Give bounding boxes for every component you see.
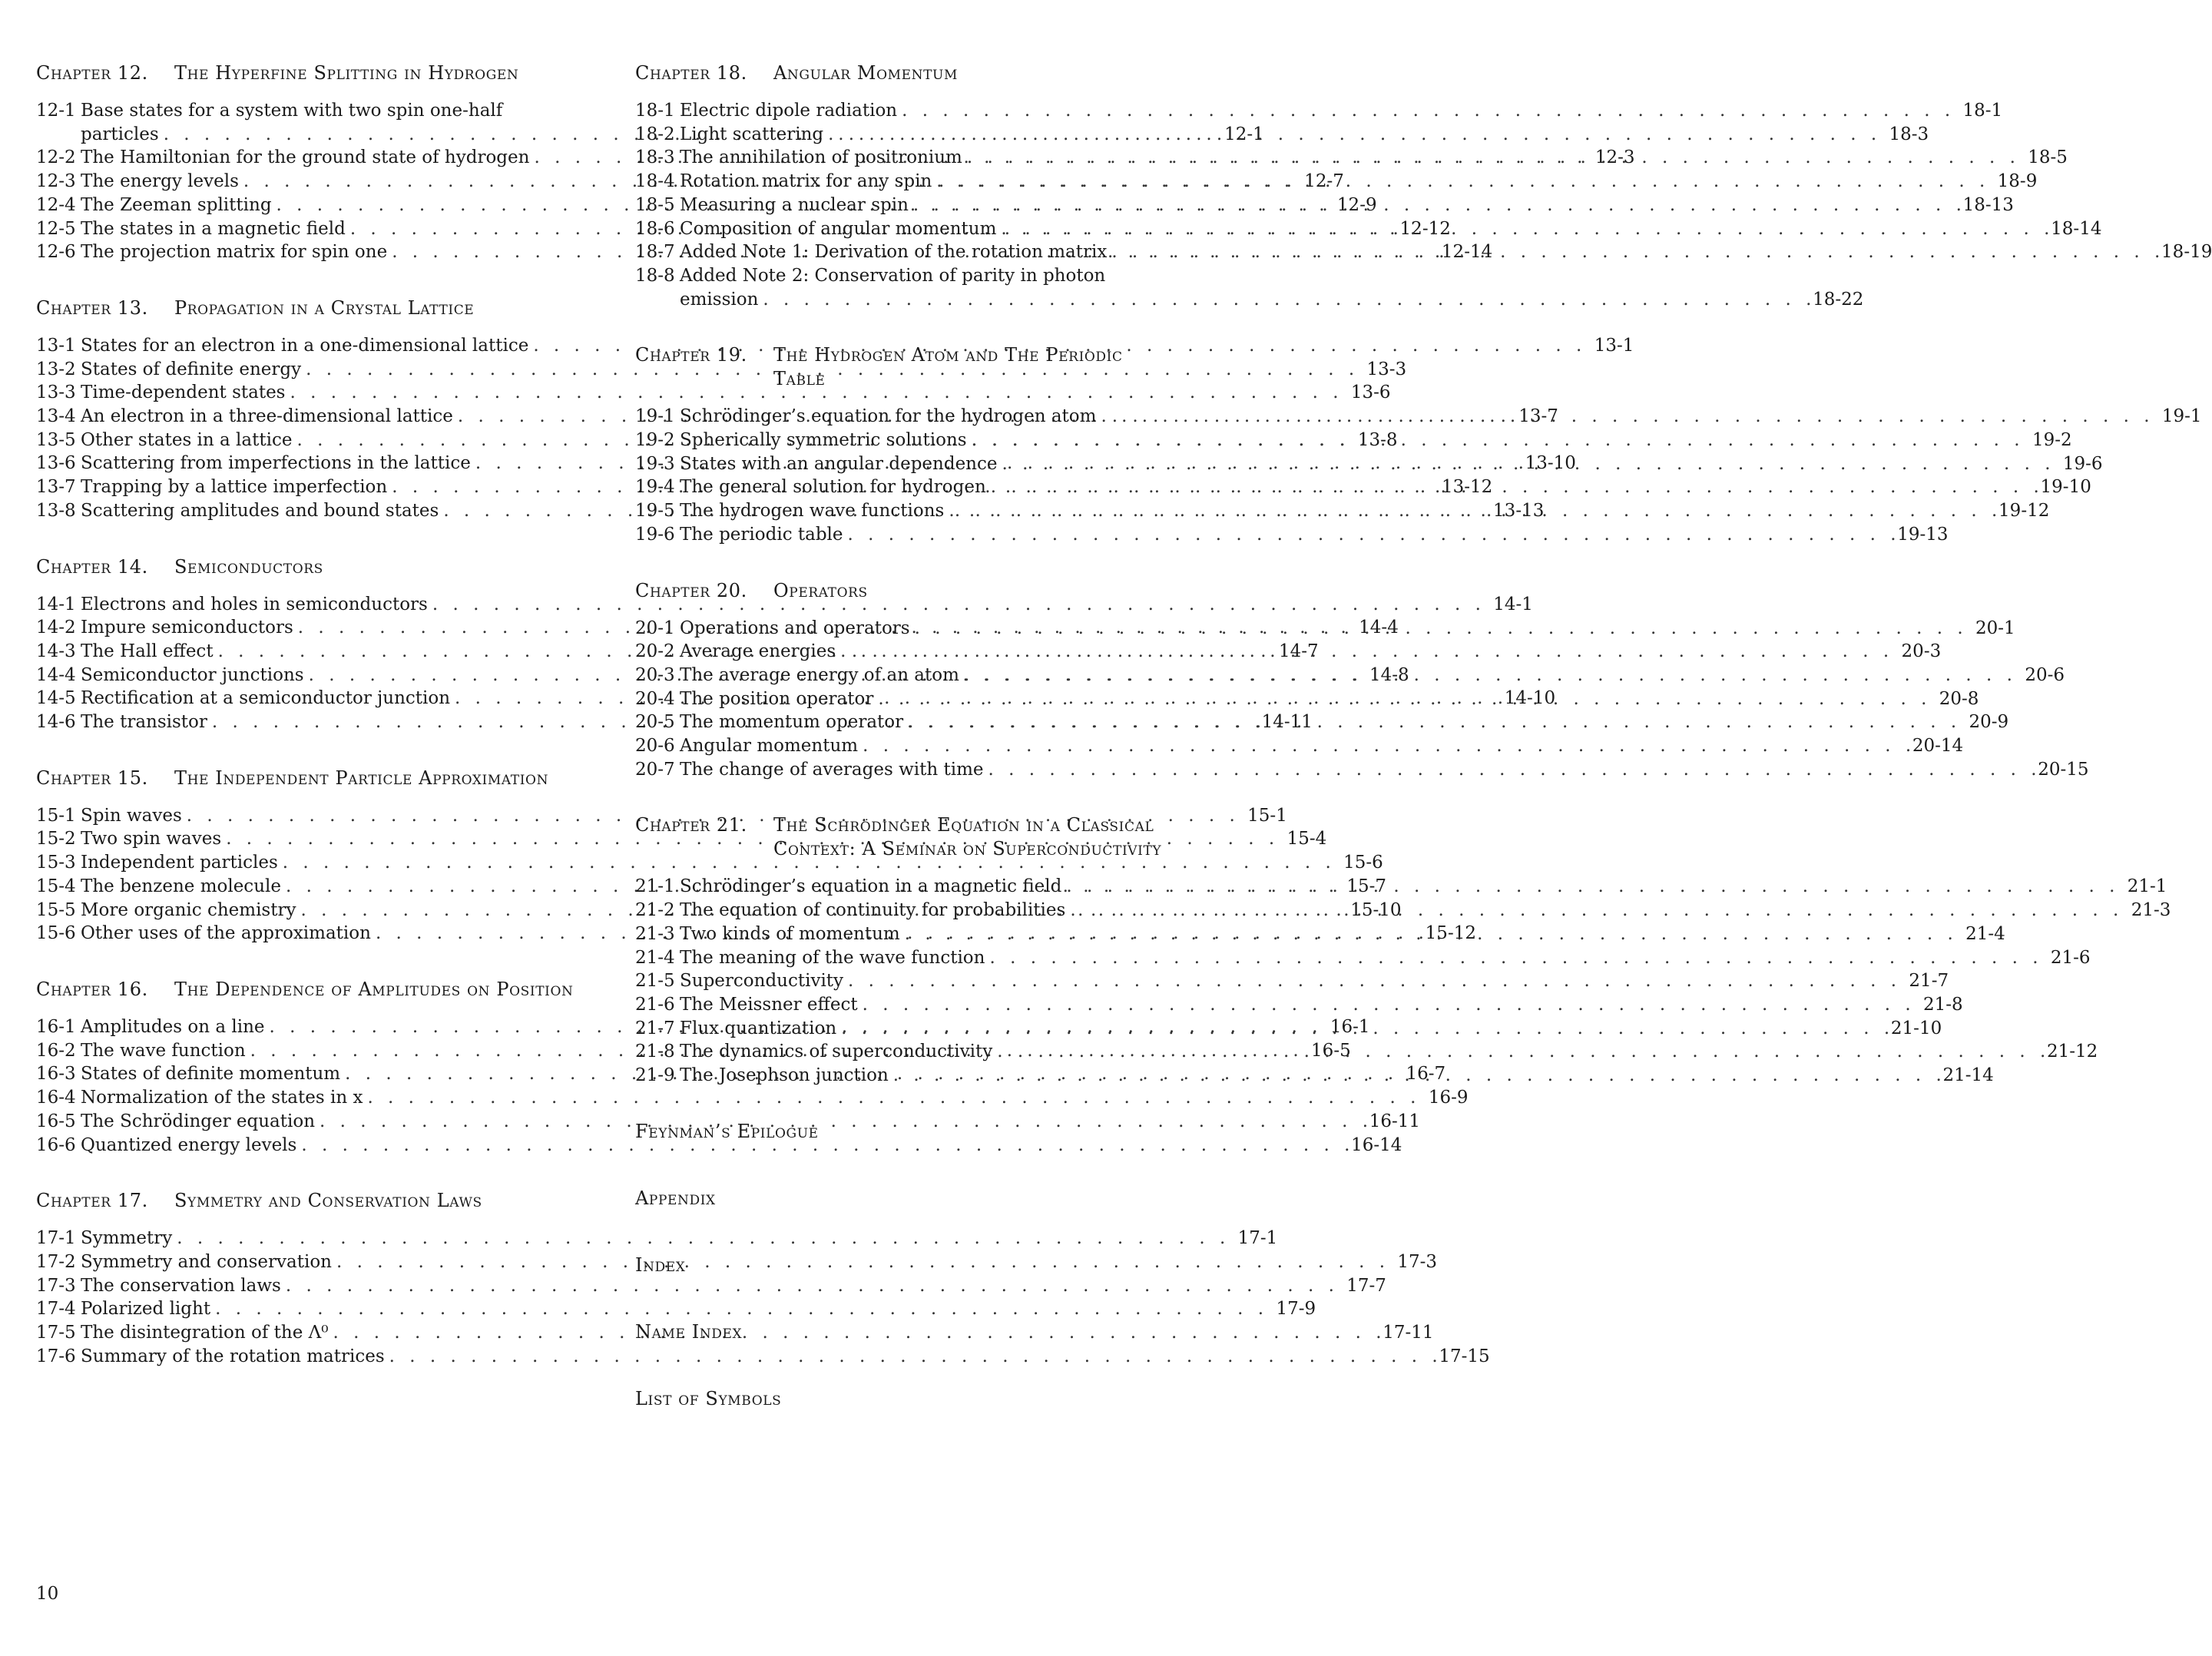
leader-dots xyxy=(1101,405,2154,429)
back-matter-item[interactable]: Index xyxy=(635,1254,686,1276)
leader-dots xyxy=(902,99,1955,123)
section-page: 18-14 xyxy=(2051,218,2102,239)
section-title: The annihilation of positronium xyxy=(680,147,962,168)
chapter-number: Chapter 12. xyxy=(36,62,148,84)
leader-dots xyxy=(988,758,2035,782)
toc-entry[interactable] xyxy=(635,523,1949,547)
section-number: 15-6 xyxy=(36,923,76,944)
section-title: Scattering amplitudes and bound states xyxy=(81,500,439,521)
section-number: 17-5 xyxy=(36,1323,76,1343)
leader-dots xyxy=(967,146,2020,170)
section-number: 14-6 xyxy=(36,712,76,733)
section-number: 19-2 xyxy=(635,430,675,451)
section-number: 18-7 xyxy=(635,242,675,263)
section-title: Spin waves xyxy=(81,805,182,826)
section-number: 21-1 xyxy=(635,876,675,897)
leader-dots xyxy=(893,1064,1940,1088)
section-page: 19-1 xyxy=(2161,406,2202,427)
section-title: Amplitudes on a line xyxy=(81,1016,265,1037)
section-title: Semiconductor junctions xyxy=(81,664,304,685)
toc-entry[interactable] xyxy=(36,381,1391,405)
section-page: 16-11 xyxy=(1369,1111,1421,1131)
leader-dots xyxy=(828,123,1881,147)
section-title: The Josephson junction xyxy=(680,1065,889,1086)
section-page: 19-10 xyxy=(2040,477,2091,498)
section-title: particles xyxy=(81,124,159,144)
section-page: 21-7 xyxy=(1909,971,1949,992)
chapter-number: Chapter 13. xyxy=(36,296,148,319)
chapter-heading[interactable] xyxy=(36,978,578,1002)
section-title: The Zeeman splitting xyxy=(81,194,272,215)
section-title: The dynamics of superconductivity xyxy=(680,1042,993,1062)
section-number: 21-9 xyxy=(635,1065,675,1086)
chapter-heading[interactable] xyxy=(635,61,1177,85)
section-number: 21-3 xyxy=(635,923,675,944)
section-number: 19-4 xyxy=(635,477,675,498)
chapter-number: Chapter 19. xyxy=(635,344,747,366)
chapter-heading[interactable] xyxy=(635,813,1177,861)
section-title: The transistor xyxy=(81,712,207,733)
section-number: 13-7 xyxy=(36,477,76,498)
back-matter-item[interactable]: Feynman’s Epilogue xyxy=(635,1120,819,1142)
section-page: 18-19 xyxy=(2161,242,2212,263)
section-page: 14-1 xyxy=(1493,594,1533,614)
section-title: Other uses of the approximation xyxy=(81,923,371,944)
chapter-number: Chapter 14. xyxy=(36,555,148,578)
section-title: Impure semiconductors xyxy=(81,618,293,638)
section-number: 13-5 xyxy=(36,429,76,450)
section-page: 12-9 xyxy=(1336,194,1377,215)
section-title: Polarized light xyxy=(81,1299,211,1320)
leader-dots xyxy=(989,946,2042,970)
section-page: 20-1 xyxy=(1975,618,2015,638)
toc-entry[interactable] xyxy=(36,1274,1386,1298)
section-number: 20-3 xyxy=(635,664,675,685)
section-number: 21-6 xyxy=(635,994,675,1015)
section-page: 16-14 xyxy=(1351,1134,1402,1155)
section-page: 18-22 xyxy=(1813,289,1864,310)
section-title: Other states in a lattice xyxy=(81,429,293,450)
section-page: 17-7 xyxy=(1346,1275,1386,1296)
section-page: 15-7 xyxy=(1346,876,1387,896)
section-number: 13-8 xyxy=(36,500,76,521)
section-page: 17-11 xyxy=(1382,1323,1434,1343)
section-title: Symmetry xyxy=(81,1228,173,1249)
section-page: 12-14 xyxy=(1441,242,1493,263)
section-title: Normalization of the states in x xyxy=(81,1088,363,1108)
section-number: 14-4 xyxy=(36,664,76,685)
section-number: 21-7 xyxy=(635,1018,675,1038)
section-page: 21-14 xyxy=(1942,1065,1994,1086)
section-page: 21-3 xyxy=(2131,900,2171,921)
chapter-heading[interactable] xyxy=(36,61,578,85)
leader-dots xyxy=(949,499,1995,523)
leader-dots xyxy=(763,288,1810,312)
section-number: 17-1 xyxy=(36,1228,76,1249)
section-title: An electron in a three-dimensional lattice xyxy=(81,406,453,427)
section-number: 17-3 xyxy=(36,1275,76,1296)
section-title: The average energy of an atom xyxy=(680,664,959,685)
section-title: The benzene molecule xyxy=(81,876,281,896)
section-title: The periodic table xyxy=(680,524,843,545)
section-title: Independent particles xyxy=(81,853,278,873)
section-page: 21-1 xyxy=(2127,876,2167,897)
section-number: 21-8 xyxy=(635,1042,675,1062)
section-title: Electrons and holes in semiconductors xyxy=(81,594,428,614)
section-title-line1: Added Note 2: Conservation of parity in photon xyxy=(680,265,1106,286)
section-page: 12-12 xyxy=(1399,218,1451,239)
section-title: States with an angular dependence xyxy=(680,453,998,474)
section-number: 12-3 xyxy=(36,171,76,192)
toc-entry[interactable] xyxy=(36,1297,1316,1321)
chapter-title: Operators xyxy=(773,579,868,601)
section-number: 14-2 xyxy=(36,618,76,638)
section-number: 20-5 xyxy=(635,712,675,733)
leader-dots xyxy=(913,194,1960,217)
section-title: Average energies xyxy=(680,641,836,662)
section-page: 19-6 xyxy=(2062,453,2103,474)
section-page: 18-5 xyxy=(2028,147,2068,168)
chapter-title: Semiconductors xyxy=(174,555,323,578)
section-title: The position operator xyxy=(680,688,874,709)
section-number: 19-1 xyxy=(635,406,675,427)
section-page: 20-9 xyxy=(1969,712,2009,733)
section-title: The meaning of the wave function xyxy=(680,947,985,968)
section-number: 18-1 xyxy=(635,101,675,121)
section-number: 18-6 xyxy=(635,218,675,239)
toc-entry[interactable] xyxy=(36,1345,1490,1369)
toc-entry[interactable] xyxy=(635,264,1864,311)
section-page: 17-9 xyxy=(1276,1299,1316,1320)
section-number: 14-1 xyxy=(36,594,76,614)
chapter-number: Chapter 20. xyxy=(635,579,747,601)
section-number: 19-6 xyxy=(635,524,675,545)
section-title: Angular momentum xyxy=(680,736,859,757)
section-title: The change of averages with time xyxy=(680,759,984,780)
section-page: 21-4 xyxy=(1965,923,2005,944)
leader-dots xyxy=(841,1017,1888,1041)
leader-dots xyxy=(905,922,1958,946)
chapter-title: The Hyperfine Splitting in Hydrogen xyxy=(174,62,519,84)
chapter-title: Symmetry and Conservation Laws xyxy=(174,1190,482,1212)
section-page: 17-3 xyxy=(1397,1251,1438,1272)
section-title: States of definite energy xyxy=(81,359,302,379)
toc-entry[interactable] xyxy=(635,969,1949,993)
section-number: 20-2 xyxy=(635,641,675,662)
section-page: 19-12 xyxy=(1998,501,2050,522)
section-number: 19-5 xyxy=(635,501,675,522)
section-title: Summary of the rotation matrices xyxy=(81,1346,385,1366)
toc-entry[interactable] xyxy=(635,99,2003,123)
section-title: Schrödinger’s equation in a magnetic field xyxy=(680,876,1062,897)
section-title: Quantized energy levels xyxy=(81,1134,297,1155)
back-matter-item[interactable]: Name Index xyxy=(635,1320,743,1343)
toc-entry[interactable] xyxy=(36,1227,1278,1250)
leader-dots xyxy=(848,969,1901,993)
section-number: 15-5 xyxy=(36,899,76,920)
section-title: emission xyxy=(680,289,759,310)
section-title: Light scattering xyxy=(680,124,824,144)
section-page: 14-4 xyxy=(1359,618,1399,638)
section-page: 12-3 xyxy=(1594,147,1635,168)
section-title: Two kinds of momentum xyxy=(680,923,900,944)
leader-dots xyxy=(840,640,1893,664)
section-page: 15-6 xyxy=(1343,853,1383,873)
section-page: 14-11 xyxy=(1261,712,1313,733)
section-number: 12-1 xyxy=(36,101,76,121)
toc-entry[interactable] xyxy=(36,1086,1469,1110)
section-number: 21-2 xyxy=(635,900,675,921)
section-title: Spherically symmetric solutions xyxy=(680,430,967,451)
chapter-title: The Schrödinger Equation in a Classical Context: A Seminar on Superconductivity xyxy=(773,814,1162,860)
section-title: The momentum operator xyxy=(680,712,904,733)
chapter-heading[interactable] xyxy=(36,296,578,320)
section-title: The disintegration of the Λ⁰ xyxy=(81,1323,329,1343)
section-page: 18-13 xyxy=(1962,194,2014,215)
leader-dots xyxy=(1001,217,2048,241)
toc-entry[interactable] xyxy=(635,758,2089,782)
section-page: 20-15 xyxy=(2038,759,2089,780)
section-title: Trapping by a lattice imperfection xyxy=(81,477,388,498)
section-page: 21-12 xyxy=(2046,1042,2098,1062)
section-title: Measuring a nuclear spin xyxy=(680,194,909,215)
section-number: 15-4 xyxy=(36,876,76,896)
section-number: 18-3 xyxy=(635,147,675,168)
section-title: The equation of continuity for probabilities xyxy=(680,900,1066,921)
section-number: 13-2 xyxy=(36,359,76,379)
section-title: Rectification at a semiconductor junction xyxy=(81,688,451,709)
leader-dots xyxy=(936,170,1989,194)
toc-entry[interactable] xyxy=(36,1134,1402,1158)
section-number: 16-5 xyxy=(36,1111,76,1131)
section-page: 18-9 xyxy=(1997,171,2038,192)
section-title: Flux quantization xyxy=(680,1018,837,1038)
chapter-number: Chapter 18. xyxy=(635,62,747,84)
section-number: 12-5 xyxy=(36,218,76,239)
section-page: 18-3 xyxy=(1889,124,1929,144)
section-page: 15-1 xyxy=(1247,805,1287,826)
section-number: 16-4 xyxy=(36,1088,76,1108)
section-number: 13-3 xyxy=(36,383,76,403)
section-page: 13-13 xyxy=(1493,500,1545,521)
toc-entry[interactable] xyxy=(635,734,1964,758)
leader-dots xyxy=(878,687,1931,711)
section-number: 18-4 xyxy=(635,171,675,192)
toc-entry[interactable] xyxy=(635,946,2091,970)
section-title: The wave function xyxy=(81,1040,246,1061)
section-page: 21-10 xyxy=(1890,1018,1942,1038)
leader-dots xyxy=(915,617,1968,641)
toc-entry[interactable] xyxy=(635,993,1963,1017)
chapter-heading[interactable] xyxy=(36,555,578,579)
section-title: Added Note 1: Derivation of the rotation matrix xyxy=(680,242,1108,263)
section-page: 19-13 xyxy=(1897,524,1949,545)
section-number: 19-3 xyxy=(635,453,675,474)
chapter-number: Chapter 17. xyxy=(36,1190,148,1212)
section-page: 18-1 xyxy=(1962,101,2003,121)
leader-dots xyxy=(991,475,2038,499)
section-number: 15-1 xyxy=(36,805,76,826)
section-number: 15-3 xyxy=(36,853,76,873)
leader-dots xyxy=(997,1040,2044,1064)
section-number: 16-3 xyxy=(36,1064,76,1085)
chapter-title: Angular Momentum xyxy=(773,62,958,84)
section-page: 14-7 xyxy=(1278,641,1319,661)
section-page: 20-14 xyxy=(1912,736,1964,757)
chapter-number: Chapter 15. xyxy=(36,767,148,789)
section-page: 19-2 xyxy=(2032,430,2072,451)
section-number: 20-7 xyxy=(635,759,675,780)
section-page: 13-10 xyxy=(1525,453,1576,474)
section-title: States for an electron in a one-dimensional lattice xyxy=(81,335,529,356)
section-title: More organic chemistry xyxy=(81,899,296,920)
section-title: Time-dependent states xyxy=(81,383,286,403)
section-title: The energy levels xyxy=(81,171,239,192)
back-matter-item[interactable]: List of Symbols xyxy=(635,1387,782,1409)
section-page: 20-8 xyxy=(1939,688,1979,709)
section-number: 13-1 xyxy=(36,335,76,356)
leader-dots xyxy=(1002,452,2055,476)
section-number: 20-4 xyxy=(635,688,675,709)
section-number: 18-5 xyxy=(635,194,675,215)
section-page: 15-10 xyxy=(1350,899,1402,920)
section-title: Two spin waves xyxy=(81,829,222,850)
section-title: Operations and operators xyxy=(680,618,910,638)
chapter-heading[interactable] xyxy=(36,767,578,790)
section-page: 16-1 xyxy=(1330,1016,1370,1037)
toc-entry[interactable] xyxy=(36,851,1383,875)
chapter-title: The Independent Particle Approximation xyxy=(174,767,549,789)
section-title: The Hall effect xyxy=(81,641,214,661)
section-page: 21-8 xyxy=(1923,994,1963,1015)
leader-dots xyxy=(1111,240,2158,264)
section-number: 14-3 xyxy=(36,641,76,661)
section-title: Superconductivity xyxy=(680,971,844,992)
leader-dots xyxy=(863,734,1909,758)
chapter-heading[interactable] xyxy=(635,343,1177,391)
chapter-title: The Hydrogen Atom and The Periodic Table xyxy=(773,344,1123,390)
section-title: The Hamiltonian for the ground state of hydrogen xyxy=(81,147,530,168)
section-page: 17-15 xyxy=(1439,1346,1490,1366)
section-number: 13-6 xyxy=(36,453,76,474)
section-page: 13-1 xyxy=(1594,335,1634,356)
page-number: 10 xyxy=(36,1584,59,1604)
section-page: 20-6 xyxy=(2025,664,2065,685)
leader-dots xyxy=(1070,899,2123,922)
back-matter-item[interactable]: Appendix xyxy=(635,1187,716,1209)
section-page: 16-5 xyxy=(1311,1040,1351,1061)
section-number: 15-2 xyxy=(36,829,76,850)
chapter-title: The Dependence of Amplitudes on Position xyxy=(174,978,574,1000)
section-page: 13-7 xyxy=(1518,406,1558,427)
section-number: 20-6 xyxy=(635,736,675,757)
section-page: 20-3 xyxy=(1901,641,1942,662)
section-title: Electric dipole radiation xyxy=(680,101,898,121)
section-number: 20-1 xyxy=(635,618,675,638)
section-number: 16-2 xyxy=(36,1040,76,1061)
section-number: 13-4 xyxy=(36,406,76,427)
section-page: 12-7 xyxy=(1304,171,1344,192)
section-number: 21-4 xyxy=(635,947,675,968)
section-number: 18-8 xyxy=(635,265,675,286)
section-title: Symmetry and conservation xyxy=(81,1251,332,1272)
section-page: 15-12 xyxy=(1425,923,1476,944)
section-title: Scattering from imperfections in the lattice xyxy=(81,453,471,474)
section-title: States of definite momentum xyxy=(81,1064,341,1085)
section-title: The Schrödinger equation xyxy=(81,1111,316,1131)
section-number: 16-6 xyxy=(36,1134,76,1155)
section-number: 12-6 xyxy=(36,242,76,263)
section-page: 21-6 xyxy=(2050,947,2091,968)
chapter-title: Propagation in a Crystal Lattice xyxy=(174,296,475,319)
section-title: The Meissner effect xyxy=(680,994,858,1015)
leader-dots xyxy=(863,993,1916,1017)
section-title: The projection matrix for spin one xyxy=(81,242,388,263)
section-title: Composition of angular momentum xyxy=(680,218,997,239)
section-title-line1: Base states for a system with two spin one-half xyxy=(81,101,503,121)
section-page: 14-8 xyxy=(1369,664,1409,685)
section-number: 12-2 xyxy=(36,147,76,168)
leader-dots xyxy=(908,710,1961,734)
section-number: 12-4 xyxy=(36,194,76,215)
chapter-heading[interactable] xyxy=(36,1189,578,1213)
section-page: 14-10 xyxy=(1504,688,1556,709)
section-title: The states in a magnetic field xyxy=(81,218,346,239)
section-number: 18-2 xyxy=(635,124,675,144)
section-page: 13-8 xyxy=(1357,429,1398,450)
section-page: 16-9 xyxy=(1428,1088,1469,1108)
section-number: 16-1 xyxy=(36,1016,76,1037)
section-number: 17-6 xyxy=(36,1346,76,1366)
section-title: Schrödinger’s equation for the hydrogen atom xyxy=(680,406,1097,427)
chapter-number: Chapter 16. xyxy=(36,978,148,1000)
section-page: 13-3 xyxy=(1366,359,1407,379)
leader-dots xyxy=(848,523,1895,547)
chapter-heading[interactable] xyxy=(635,579,1177,603)
back-matter-list xyxy=(635,1120,1177,1411)
section-page: 16-7 xyxy=(1406,1064,1446,1085)
section-page: 13-12 xyxy=(1441,477,1493,498)
section-page: 12-1 xyxy=(1224,124,1264,144)
leader-dots xyxy=(972,429,2025,452)
toc-entry[interactable] xyxy=(36,593,1533,617)
leader-dots xyxy=(964,664,2017,687)
section-number: 17-4 xyxy=(36,1299,76,1320)
section-page: 13-6 xyxy=(1350,383,1391,403)
section-title: Rotation matrix for any spin xyxy=(680,171,932,192)
section-title: The hydrogen wave functions xyxy=(680,501,945,522)
section-title: The general solution for hydrogen xyxy=(680,477,986,498)
section-page: 17-1 xyxy=(1237,1228,1278,1249)
chapter-number: Chapter 21. xyxy=(635,814,747,836)
leader-dots xyxy=(1066,875,2119,899)
section-number: 14-5 xyxy=(36,688,76,709)
section-page: 15-4 xyxy=(1286,829,1327,850)
section-number: 17-2 xyxy=(36,1251,76,1272)
section-title: The conservation laws xyxy=(81,1275,281,1296)
section-number: 21-5 xyxy=(635,971,675,992)
